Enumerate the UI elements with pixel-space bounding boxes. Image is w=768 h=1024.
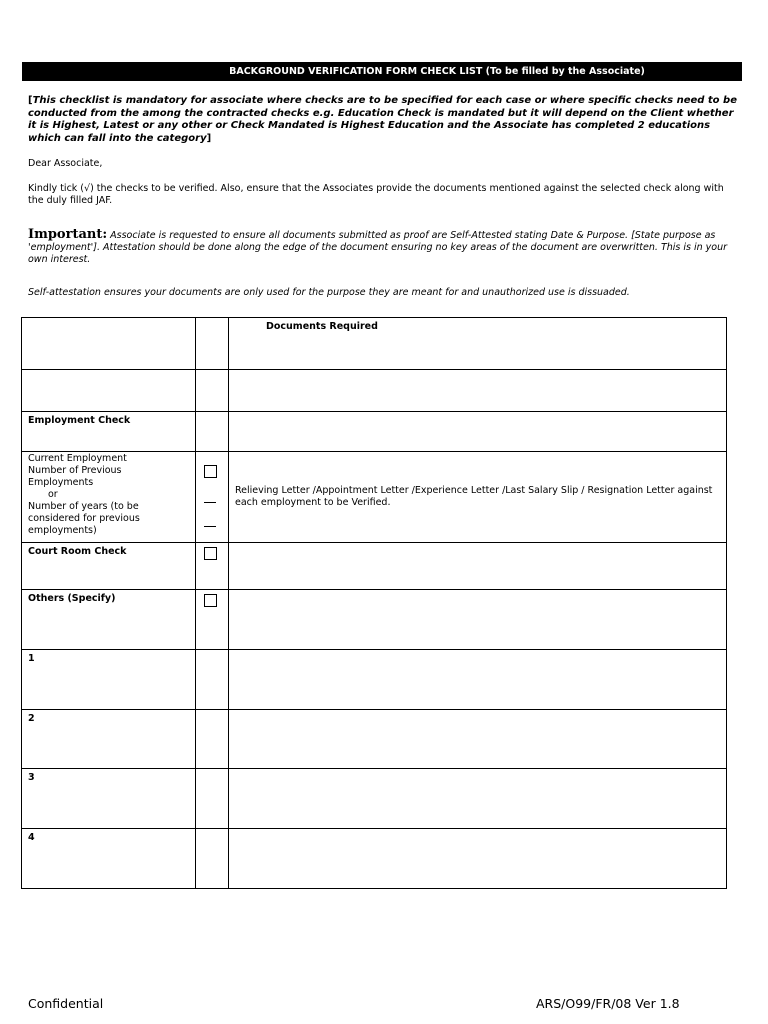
specify-cell[interactable] [229, 829, 727, 889]
header-tick-cell [196, 318, 229, 370]
specify-cell[interactable] [229, 710, 727, 769]
footer-confidential: Confidential [28, 996, 104, 1011]
blank-cell [229, 412, 727, 452]
important-label: Important: [28, 227, 108, 242]
court-room-row [22, 543, 727, 590]
blank-row [22, 370, 727, 412]
employment-docs-cell: Relieving Letter /Appointment Letter /Experience Letter /Last Salary Slip / Resignation Letter against each employment to be Verified. [229, 452, 727, 543]
others-row [22, 590, 727, 650]
court-room-checkbox[interactable] [204, 547, 217, 560]
blank-cell [229, 543, 727, 590]
table-row [22, 650, 727, 710]
current-employment-label: Current Employment [28, 453, 127, 464]
blank-cell [229, 590, 727, 650]
blank-cell [196, 370, 229, 412]
row-number: 4 [22, 829, 196, 889]
instruction: Kindly tick (√) the checks to be verified. Also, ensure that the Associates provide the documents mentioned against the selected check along with the duly filled JAF. [28, 183, 724, 206]
specify-cell[interactable] [229, 769, 727, 829]
employment-check-label: Employment Check [22, 412, 196, 452]
table-header-row [22, 318, 727, 370]
blank-cell [196, 829, 229, 889]
blank-cell [196, 650, 229, 710]
footer-doc-code: ARS/O99/FR/08 Ver 1.8 [536, 996, 680, 1011]
row-number: 3 [22, 769, 196, 829]
employment-tick-cell [196, 452, 229, 543]
employment-options-cell [22, 452, 196, 543]
employment-options-row [22, 452, 727, 543]
blank-cell [196, 710, 229, 769]
specify-cell[interactable] [229, 650, 727, 710]
intro-close-bracket: ] [206, 132, 212, 144]
others-label: Others (Specify) [22, 590, 196, 650]
row-number: 1 [22, 650, 196, 710]
or-label: or [48, 489, 58, 500]
intro-open-bracket: [ [28, 95, 33, 106]
header-docs-cell: Documents Required [229, 318, 727, 370]
employment-check-row [22, 412, 727, 452]
checklist-table [21, 317, 727, 889]
years-blank[interactable] [204, 526, 216, 527]
intro-note [28, 95, 740, 145]
blank-cell [229, 370, 727, 412]
blank-cell [22, 370, 196, 412]
blank-cell [196, 412, 229, 452]
others-tick-cell [196, 590, 229, 650]
court-room-tick-cell [196, 543, 229, 590]
blank-cell [196, 769, 229, 829]
others-checkbox[interactable] [204, 594, 217, 607]
greeting: Dear Associate, [28, 158, 103, 169]
form-title: BACKGROUND VERIFICATION FORM CHECK LIST (To be filled by the Associate) [22, 62, 742, 81]
table-row [22, 710, 727, 769]
years-label: Number of years (to be considered for previous employments) [28, 501, 140, 536]
header-check-cell [22, 318, 196, 370]
intro-text: This checklist is mandatory for associate where checks are to be specified for each case or where specific checks need to be conducted from the among the contracted checks e.g. Education Check is mandated but it will depend on the Client whether it is Highest, Latest or any other or Check Mandated is Highest Education and the Associate has completed 2 educations which can fall into the category [28, 95, 737, 144]
court-room-label: Court Room Check [22, 543, 196, 590]
row-number: 2 [22, 710, 196, 769]
previous-employments-blank[interactable] [204, 502, 216, 503]
important-note [28, 229, 740, 266]
table-row [22, 769, 727, 829]
self-attestation-note: Self-attestation ensures your documents are only used for the purpose they are meant for and unauthorized use is dissuaded. [28, 287, 630, 298]
previous-employments-label: Number of Previous Employments [28, 465, 122, 488]
table-row [22, 829, 727, 889]
important-text: Associate is requested to ensure all documents submitted as proof are Self-Attested stating Date & Purpose. [State purpose as 'employment']. Attestation should be done along the edge of the document ensuring no key areas of the document are overwritten. This is in your own interest. [28, 230, 728, 265]
current-employment-checkbox[interactable] [204, 465, 217, 478]
